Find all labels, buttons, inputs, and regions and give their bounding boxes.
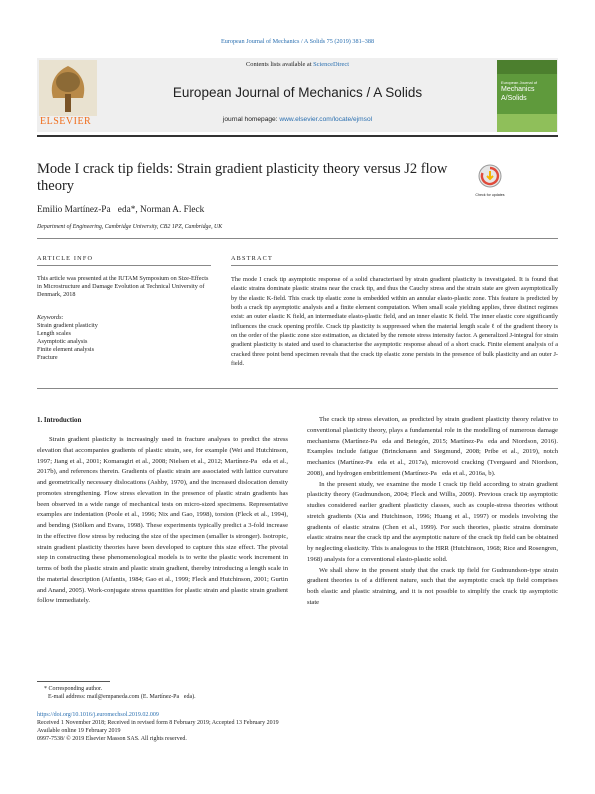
- intro-right-column: [307, 415, 558, 609]
- keyword-item: Asymptotic analysis: [37, 338, 88, 346]
- article-info-rule: [37, 265, 211, 266]
- homepage-link[interactable]: www.elsevier.com/locate/ejmsol: [279, 116, 373, 123]
- journal-reference[interactable]: European Journal of Mechanics / A Solids 75 (2019) 381–388: [220, 38, 375, 45]
- cover-line-1: European Journal of: [501, 80, 538, 85]
- journal-cover-thumbnail: [497, 60, 557, 132]
- keyword-item: Finite element analysis: [37, 346, 95, 354]
- article-note: This article was presented at the IUTAM Symposium on Size-Effects in Microstructure and Damage Evolution at Technical University of Denmark, 2018: [37, 275, 209, 299]
- authors: Emilio Martínez-Pa eda*, Norman A. Fleck: [37, 205, 205, 215]
- homepage-prefix: journal homepage:: [222, 116, 280, 123]
- keyword-item: Length scales: [37, 330, 71, 338]
- article-info-heading: ARTICLE INFO: [37, 255, 94, 262]
- cover-line-2: Mechanics: [501, 86, 535, 93]
- journal-title: European Journal of Mechanics / A Solids: [172, 85, 423, 100]
- contents-line: [100, 61, 495, 68]
- check-updates-icon: [478, 164, 502, 188]
- keyword-item: Fracture: [37, 354, 58, 362]
- available-online: Available online 19 February 2019: [37, 728, 121, 734]
- paper-title: Mode I crack tip fields: Strain gradient plasticity theory versus J2 flow theory: [37, 161, 448, 194]
- publisher-wordmark: ELSEVIER: [40, 116, 92, 127]
- divider-bottom: [37, 388, 558, 389]
- received-dates: Received 1 November 2018; Received in revised form 8 February 2019; Accepted 13 February 2019: [37, 720, 279, 726]
- contents-prefix: Contents lists available at: [246, 61, 314, 68]
- intro-heading: 1. Introduction: [37, 417, 82, 424]
- keyword-item: Strain gradient plasticity: [37, 322, 98, 329]
- footnote-rule: [37, 681, 110, 682]
- keywords-list: [37, 322, 211, 362]
- sciencedirect-link[interactable]: ScienceDirect: [313, 61, 349, 68]
- elsevier-logo: [37, 58, 99, 132]
- intro-left-paragraph: Strain gradient plasticity is increasingly used in fracture analyses to predict the stress elevation that accompanies gradients of plastic strain, see, for example (Wei and Hutchinson, 1997; Jiang et al., 2001; Komaragiri et al., 2008; Nielsen et al., 2012; Martínez-Pa eda et al., 2017b), and references therein. Gradients of plastic strain are associated with lattice curvature and geometrically necessary dislocations (Ashby, 1970), and the increased dislocation density promotes strengthening. Flow stress elevation in the presence of plastic strain gradients has been observed in a wide range of mechanical tests on micro-sized specimens. Representative examples are indentation (Poole et al., 1996; Nix and Gao, 1998), torsion (Fleck et al., 1994), and bending (Stölken and Evans, 1998). These experiments typically predict a 3-fold increase in the effective flow stress by reducing the size of the specimen (smaller is stronger). Isotropic, strain gradient plasticity theories have been developed to capture this size effect. The pivotal step in constructing these phenomenological models is to write the plastic work increment in terms of both the plastic strain and plastic strain gradient, thereby introducing a length scale in the material description (Aifantis, 1984; Gao et al., 1999; Fleck and Hutchinson, 2001; Gurtin and Anand, 2005). Work-conjugate stress quantities for plastic strain and plastic strain gradient follow immediately.: [37, 436, 288, 605]
- keywords-label: Keywords:: [37, 314, 64, 321]
- abstract-text: The mode I crack tip asymptotic response of a solid characterised by strain gradient plasticity is investigated. It is found that elastic strains dominate plastic strains near the crack tip, and thus the Cauchy stress and the strain state are given asymptotically by the elastic K-field. This crack tip elastic zone is embedded within an annular elasto-plastic zone. This feature is predicted by both a crack tip asymptotic analysis and a finite element computation. When small scale yielding applies, three distinct regimes exist: an outer elastic K field, an intermediate elasto-plastic field, and an inner elastic K field. The inner elastic core significantly influences the crack opening profile. Crack tip plasticity is suppressed when the material length scale ℓ of the gradient theory is on the order of the plastic zone size estimation, as dictated by the remote stress intensity factor. A generalized J-integral for strain gradient plasticity is stated and used to characterise the asymptotic response ahead of a short crack. Finite element analysis of a cracked three point bend specimen reveals that the crack tip elastic zone persists in the presence of bulk plasticity and an outer J-field.: [231, 276, 558, 368]
- cover-line-3: A/Solids: [501, 95, 527, 102]
- copyright: 0997-7538/ © 2019 Elsevier Masson SAS. All rights reserved.: [37, 736, 187, 742]
- abstract-rule: [231, 265, 558, 266]
- doi-link[interactable]: https://doi.org/10.1016/j.euromechsol.2019.02.009: [37, 712, 159, 718]
- check-for-updates-badge[interactable]: [475, 164, 505, 198]
- journal-homepage: [100, 116, 495, 123]
- intro-paragraph: The crack tip stress elevation, as predicted by strain gradient plasticity theory relative to conventional plasticity theory, plays a fundamental role in the modelling of numerous damage mechanisms (Martínez-Pa eda and Betegón, 2015; Martínez-Pa eda and Niordson, 2016). Examples include fatigue (Brinckmann and Siegmund, 2008; Pribe et al., 2019), notch mechanics (Martínez-Pa eda et al., 2017a), microvoid cracking (Tvergaard and Niordson, 2008), and hydrogen embrittlement (Martínez-Pa eda et al., 2016a, b).: [307, 416, 558, 477]
- header-divider: [37, 135, 558, 137]
- abstract-heading: ABSTRACT: [231, 255, 273, 262]
- intro-paragraph: In the present study, we examine the mode I crack tip field according to strain gradient plasticity theory (Gudmundson, 2004; Fleck and Willis, 2009). Previous crack tip asymptotic studies considered earlier gradient plasticity classes, such as couple-stress theories without stretch gradients (Xia and Hutchinson, 1996; Huang et al., 1997) or models involving the gradients of elastic strains (Chen et al., 1999). For such theories, plastic strains dominate elastic strains near the crack tip and the asymptotic nature of the crack tip field can be obtained by neglecting elasticity. This is analogous to the HRR (Hutchinson, 1968; Rice and Rosengren, 1968) analysis for a conventional elasto-plastic solid.: [307, 480, 558, 563]
- intro-paragraph: We shall show in the present study that the crack tip field for Gudmundson-type strain gradient theories is of a different nature, such that the asymptotic crack tip field comprises both elastic and plastic straining, and it is not possible to simplify the crack tip asymptotic state: [307, 566, 558, 606]
- footnote-email[interactable]: E-mail address: mail@empaneda.com (E. Martínez-Pa eda).: [48, 694, 196, 700]
- affiliation: Department of Engineering, Cambridge University, CB2 1PZ, Cambridge, UK: [37, 224, 223, 230]
- divider-top: [37, 238, 558, 239]
- check-updates-label: Check for updates: [475, 193, 505, 197]
- footnote-corresponding: * Corresponding author.: [44, 686, 103, 692]
